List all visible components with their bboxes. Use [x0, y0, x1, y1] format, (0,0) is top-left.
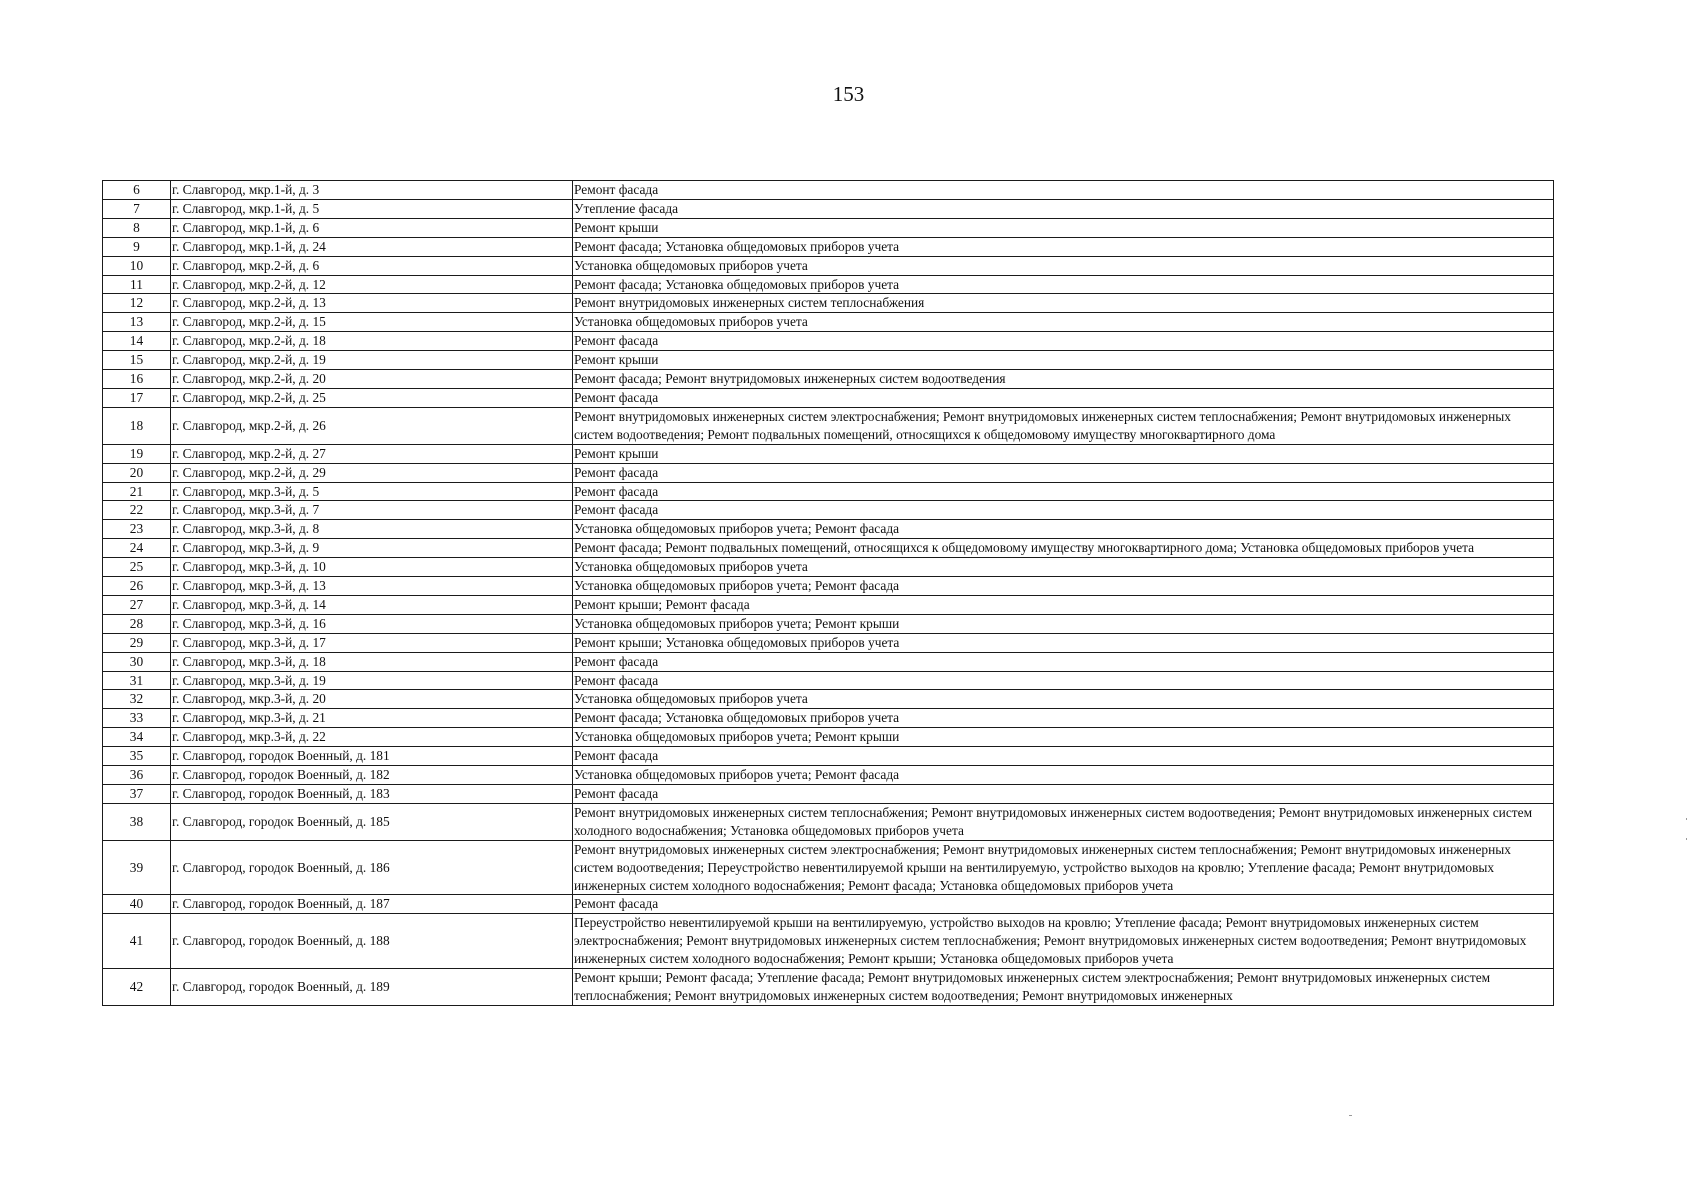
row-number: 6: [103, 181, 171, 200]
row-address: г. Славгород, мкр.3-й, д. 22: [171, 728, 573, 747]
row-number: 20: [103, 463, 171, 482]
table-row: [103, 237, 1554, 256]
row-works: Ремонт крыши: [573, 351, 1554, 370]
row-number: 11: [103, 275, 171, 294]
row-address: г. Славгород, мкр.2-й, д. 26: [171, 407, 573, 444]
table-row: [103, 181, 1554, 200]
row-works: Ремонт крыши; Ремонт фасада; Утепление фасада; Ремонт внутридомовых инженерных систем электроснабжения; Ремонт внутридомовых инженерных систем теплоснабжения; Ремонт внутридомовых инженерных систем водоотведения; Ремонт внутридомовых инженерных: [573, 969, 1554, 1006]
scan-speck: [1686, 818, 1687, 820]
row-works: Установка общедомовых приборов учета; Ремонт фасада: [573, 520, 1554, 539]
table-row: [103, 614, 1554, 633]
row-address: г. Славгород, мкр.3-й, д. 9: [171, 539, 573, 558]
table-row: [103, 332, 1554, 351]
table-row: [103, 709, 1554, 728]
row-number: 8: [103, 218, 171, 237]
table-row: [103, 294, 1554, 313]
row-address: г. Славгород, мкр.1-й, д. 3: [171, 181, 573, 200]
row-number: 26: [103, 577, 171, 596]
row-number: 18: [103, 407, 171, 444]
row-address: г. Славгород, мкр.2-й, д. 20: [171, 370, 573, 389]
table-row: [103, 747, 1554, 766]
row-number: 33: [103, 709, 171, 728]
row-works: Ремонт фасада: [573, 671, 1554, 690]
row-works: Установка общедомовых приборов учета: [573, 256, 1554, 275]
row-number: 41: [103, 914, 171, 969]
row-works: Ремонт фасада; Ремонт подвальных помещений, относящихся к общедомовому имуществу многоквартирного дома; Установка общедомовых приборов учета: [573, 539, 1554, 558]
row-address: г. Славгород, мкр.2-й, д. 6: [171, 256, 573, 275]
row-works: Ремонт фасада: [573, 482, 1554, 501]
row-works: Ремонт внутридомовых инженерных систем электроснабжения; Ремонт внутридомовых инженерных систем теплоснабжения; Ремонт внутридомовых инженерных систем водоотведения; Ремонт подвальных помещений, относящихся к общедомовому имуществу многоквартирного дома: [573, 407, 1554, 444]
row-address: г. Славгород, городок Военный, д. 188: [171, 914, 573, 969]
table-row: [103, 482, 1554, 501]
row-address: г. Славгород, мкр.3-й, д. 14: [171, 595, 573, 614]
row-number: 40: [103, 895, 171, 914]
row-address: г. Славгород, городок Военный, д. 187: [171, 895, 573, 914]
repair-works-table: [102, 180, 1554, 1006]
row-address: г. Славгород, мкр.2-й, д. 15: [171, 313, 573, 332]
row-address: г. Славгород, городок Военный, д. 185: [171, 803, 573, 840]
row-number: 30: [103, 652, 171, 671]
row-number: 37: [103, 785, 171, 804]
row-number: 13: [103, 313, 171, 332]
row-works: Установка общедомовых приборов учета; Ремонт крыши: [573, 728, 1554, 747]
table-row: [103, 652, 1554, 671]
row-address: г. Славгород, мкр.2-й, д. 18: [171, 332, 573, 351]
row-address: г. Славгород, мкр.3-й, д. 17: [171, 633, 573, 652]
row-number: 24: [103, 539, 171, 558]
table-row: [103, 199, 1554, 218]
table-row: [103, 840, 1554, 895]
row-address: г. Славгород, мкр.3-й, д. 5: [171, 482, 573, 501]
row-number: 27: [103, 595, 171, 614]
row-number: 15: [103, 351, 171, 370]
row-works: Ремонт фасада: [573, 181, 1554, 200]
row-number: 42: [103, 969, 171, 1006]
row-address: г. Славгород, мкр.3-й, д. 10: [171, 558, 573, 577]
row-works: Переустройство невентилируемой крыши на вентилируемую, устройство выходов на кровлю; Утепление фасада; Ремонт внутридомовых инженерных систем электроснабжения; Ремонт внутридомовых инженерных систем теплоснабжения; Ремонт внутридомовых инженерных систем водоотведения; Ремонт внутридомовых инженерных систем холодного водоснабжения; Ремонт крыши; Установка общедомовых приборов учета: [573, 914, 1554, 969]
scan-speck: [1686, 838, 1687, 840]
row-number: 25: [103, 558, 171, 577]
row-works: Установка общедомовых приборов учета: [573, 558, 1554, 577]
row-address: г. Славгород, городок Военный, д. 182: [171, 766, 573, 785]
row-number: 19: [103, 444, 171, 463]
table-body: [103, 181, 1554, 1006]
table-row: [103, 313, 1554, 332]
row-address: г. Славгород, городок Военный, д. 181: [171, 747, 573, 766]
row-number: 10: [103, 256, 171, 275]
row-works: Ремонт фасада; Установка общедомовых приборов учета: [573, 709, 1554, 728]
row-works: Ремонт фасада: [573, 785, 1554, 804]
row-number: 16: [103, 370, 171, 389]
row-address: г. Славгород, городок Военный, д. 183: [171, 785, 573, 804]
row-address: г. Славгород, мкр.1-й, д. 24: [171, 237, 573, 256]
row-address: г. Славгород, мкр.2-й, д. 27: [171, 444, 573, 463]
row-works: Ремонт фасада: [573, 388, 1554, 407]
row-address: г. Славгород, мкр.3-й, д. 20: [171, 690, 573, 709]
table-row: [103, 785, 1554, 804]
row-works: Ремонт фасада: [573, 463, 1554, 482]
row-works: Ремонт крыши: [573, 444, 1554, 463]
row-works: Ремонт крыши: [573, 218, 1554, 237]
row-number: 23: [103, 520, 171, 539]
row-works: Установка общедомовых приборов учета; Ремонт крыши: [573, 614, 1554, 633]
row-address: г. Славгород, мкр.1-й, д. 6: [171, 218, 573, 237]
table-row: [103, 690, 1554, 709]
row-address: г. Славгород, мкр.3-й, д. 18: [171, 652, 573, 671]
table-row: [103, 914, 1554, 969]
row-works: Утепление фасада: [573, 199, 1554, 218]
table-row: [103, 520, 1554, 539]
row-address: г. Славгород, мкр.2-й, д. 29: [171, 463, 573, 482]
row-works: Ремонт внутридомовых инженерных систем электроснабжения; Ремонт внутридомовых инженерных систем теплоснабжения; Ремонт внутридомовых инженерных систем водоотведения; Переустройство невентилируемой крыши на вентилируемую, устройство выходов на кровлю; Утепление фасада; Ремонт внутридомовых инженерных систем холодного водоснабжения; Ремонт фасада; Установка общедомовых приборов учета: [573, 840, 1554, 895]
row-address: г. Славгород, мкр.2-й, д. 12: [171, 275, 573, 294]
table-row: [103, 969, 1554, 1006]
row-works: Установка общедомовых приборов учета: [573, 313, 1554, 332]
row-number: 12: [103, 294, 171, 313]
row-number: 22: [103, 501, 171, 520]
page-number: 153: [832, 82, 865, 106]
table-row: [103, 501, 1554, 520]
row-address: г. Славгород, мкр.3-й, д. 13: [171, 577, 573, 596]
row-number: 21: [103, 482, 171, 501]
row-number: 7: [103, 199, 171, 218]
table-row: [103, 633, 1554, 652]
scan-speck: [1349, 1115, 1352, 1116]
table-row: [103, 407, 1554, 444]
row-number: 39: [103, 840, 171, 895]
table-row: [103, 766, 1554, 785]
row-address: г. Славгород, мкр.1-й, д. 5: [171, 199, 573, 218]
row-works: Ремонт внутридомовых инженерных систем теплоснабжения: [573, 294, 1554, 313]
row-number: 32: [103, 690, 171, 709]
row-address: г. Славгород, городок Военный, д. 189: [171, 969, 573, 1006]
row-works: Ремонт фасада: [573, 747, 1554, 766]
row-works: Ремонт фасада: [573, 332, 1554, 351]
table-row: [103, 895, 1554, 914]
row-number: 17: [103, 388, 171, 407]
row-address: г. Славгород, мкр.3-й, д. 19: [171, 671, 573, 690]
table-row: [103, 388, 1554, 407]
table-row: [103, 595, 1554, 614]
row-works: Ремонт фасада; Ремонт внутридомовых инженерных систем водоотведения: [573, 370, 1554, 389]
row-number: 14: [103, 332, 171, 351]
row-address: г. Славгород, мкр.3-й, д. 8: [171, 520, 573, 539]
row-works: Ремонт фасада; Установка общедомовых приборов учета: [573, 275, 1554, 294]
row-address: г. Славгород, мкр.3-й, д. 16: [171, 614, 573, 633]
table-row: [103, 803, 1554, 840]
row-works: Ремонт фасада: [573, 895, 1554, 914]
row-number: 38: [103, 803, 171, 840]
row-number: 9: [103, 237, 171, 256]
row-works: Ремонт крыши; Установка общедомовых приборов учета: [573, 633, 1554, 652]
row-address: г. Славгород, мкр.2-й, д. 13: [171, 294, 573, 313]
row-number: 29: [103, 633, 171, 652]
table-row: [103, 275, 1554, 294]
table-row: [103, 463, 1554, 482]
row-number: 35: [103, 747, 171, 766]
row-number: 31: [103, 671, 171, 690]
row-number: 34: [103, 728, 171, 747]
row-address: г. Славгород, мкр.3-й, д. 7: [171, 501, 573, 520]
table-row: [103, 539, 1554, 558]
table-row: [103, 370, 1554, 389]
row-works: Ремонт фасада: [573, 501, 1554, 520]
row-works: Ремонт фасада; Установка общедомовых приборов учета: [573, 237, 1554, 256]
table-row: [103, 444, 1554, 463]
table-row: [103, 671, 1554, 690]
table-row: [103, 577, 1554, 596]
row-works: Установка общедомовых приборов учета; Ремонт фасада: [573, 577, 1554, 596]
row-number: 28: [103, 614, 171, 633]
row-works: Ремонт внутридомовых инженерных систем теплоснабжения; Ремонт внутридомовых инженерных систем водоотведения; Ремонт внутридомовых инженерных систем холодного водоснабжения; Установка общедомовых приборов учета: [573, 803, 1554, 840]
table-row: [103, 558, 1554, 577]
row-address: г. Славгород, мкр.2-й, д. 19: [171, 351, 573, 370]
table-row: [103, 728, 1554, 747]
table-row: [103, 351, 1554, 370]
row-works: Установка общедомовых приборов учета; Ремонт фасада: [573, 766, 1554, 785]
row-address: г. Славгород, городок Военный, д. 186: [171, 840, 573, 895]
table-row: [103, 256, 1554, 275]
row-works: Установка общедомовых приборов учета: [573, 690, 1554, 709]
row-number: 36: [103, 766, 171, 785]
row-works: Ремонт фасада: [573, 652, 1554, 671]
row-address: г. Славгород, мкр.3-й, д. 21: [171, 709, 573, 728]
row-works: Ремонт крыши; Ремонт фасада: [573, 595, 1554, 614]
table-row: [103, 218, 1554, 237]
row-address: г. Славгород, мкр.2-й, д. 25: [171, 388, 573, 407]
